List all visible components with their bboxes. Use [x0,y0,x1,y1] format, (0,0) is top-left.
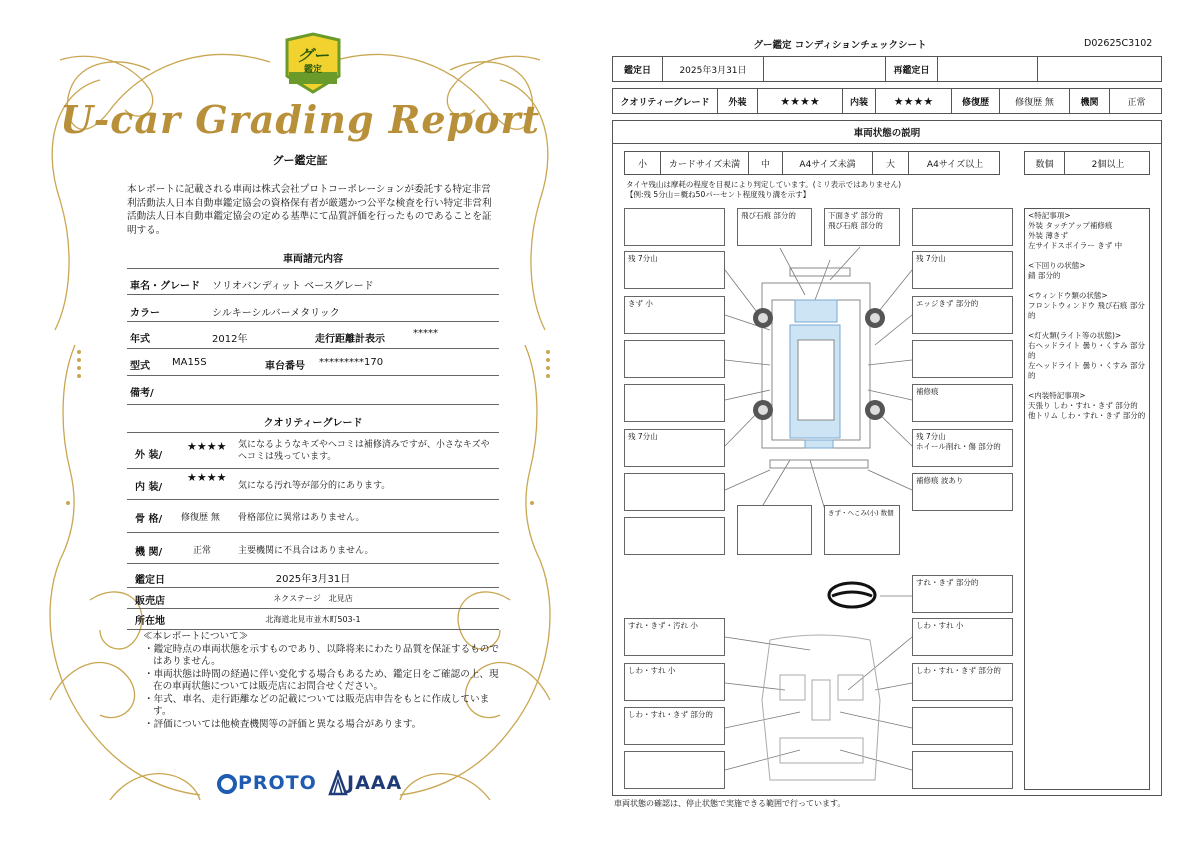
damage-box: 残 7分山 ホイール削れ・傷 部分的 [912,429,1013,467]
interior-stars: ★★★★ [187,471,227,484]
exterior-stars: ★★★★ [758,89,843,113]
row-address [127,609,499,630]
damage-box: エッジきず 部分的 [912,296,1013,334]
damage-box [624,208,725,246]
count-label: 数個 [1025,152,1065,174]
damage-box: 残 7分山 [912,251,1013,289]
remarks-list [1028,211,1150,421]
remark-heading: <ウィンドウ類の状態> [1028,291,1108,300]
count-desc: 2個以上 [1091,159,1125,170]
doc-id: D02625C3102 [1084,38,1153,49]
remark-item: 天張り しわ・すれ・きず 部分的 [1028,401,1138,410]
chassis-value: *********170 [319,357,384,368]
row-exterior [127,432,499,469]
row-color [127,295,499,322]
row-year [127,322,499,349]
remark-item: フロントウィンドウ 飛び石痕 部分的 [1028,301,1145,320]
damage-box: きず・へこみ(小) 数個 [824,505,900,555]
damage-box [912,340,1013,378]
damage-box: 飛び石痕 部分的 [737,208,812,246]
engine-value: 正常 [1127,97,1146,108]
about-item: ・評価については他検査機関等の評価と異なる場合があります。 [144,718,422,730]
damage-box [912,751,1013,789]
odometer-value: ***** [413,328,438,339]
year-value: 2012年 [212,334,248,345]
steering-wheel-icon [829,583,875,607]
notes-label: 備考/ [130,388,154,399]
size-mid: 中 [749,152,783,174]
remark-item: 錆 部分的 [1028,271,1061,280]
footer-note: 車両状態の確認は、停止状態で実施できる範囲で行っています。 [614,799,846,808]
size-large-desc: A4サイズ以上 [926,159,984,170]
date-label: 鑑定日 [135,575,165,586]
remark-heading: <灯火類(ライト等の状態)> [1028,331,1122,340]
dealer-label: 販売店 [135,596,165,607]
interior-label: 内装 [843,89,876,113]
row-dealer [127,588,499,609]
exterior-comment: 気になるようなキズやヘコミは補修済みですが、小さなキズやヘコミは残っています。 [238,440,490,462]
odometer-label: 走行距離計表示 [315,334,385,345]
badge-bottom: 鑑定 [303,65,322,75]
damage-box: しわ・すれ 小 [912,618,1013,656]
damage-box: すれ・きず 部分的 [912,575,1013,613]
damage-box [624,473,725,511]
remark-heading: <特記事項> [1028,211,1071,220]
report-title: U-car Grading Report [59,97,541,142]
color-value: シルキーシルバーメタリック [212,308,340,319]
car-interior-view [762,635,880,780]
model-label: 車名・グレード [130,281,200,292]
sheet-title: グー鑑定 コンディションチェックシート [753,40,927,51]
quality-label: クオリティーグレード [613,89,718,113]
exterior-label: 外 装/ [135,450,163,461]
address-label: 所在地 [135,616,165,627]
year-label: 年式 [130,334,150,345]
type-label: 型式 [130,361,150,372]
certification-text: 本レポートに記載される車両は株式会社プロトコーポレーションが委託する特定非営利活動法人日本自動車鑑定協会の資格保有者が厳選かつ公平な検査を行い特定非営利活動法人日本自動車鑑定協会の定める基準にて品質評価を行ったものであることを証明する。 [127,184,492,236]
condition-title: 車両状態の説明 [612,120,1162,144]
date-value: 2025年3月31日 [275,574,351,585]
exterior-stars: ★★★★ [187,440,227,453]
row-engine [127,533,499,564]
color-label: カラー [130,308,160,319]
interior-label: 内 装/ [135,482,163,493]
appraisal-date-value: 2025年3月31日 [663,57,764,81]
damage-box [624,517,725,555]
exterior-label: 外装 [718,89,758,113]
badge-top: グー [296,46,329,65]
remark-item: 他トリム しわ・すれ・きず 部分的 [1028,411,1146,420]
condition-check-sheet [600,0,1200,848]
damage-box [624,340,725,378]
proto-logo-icon [216,773,238,795]
remark-item: 左サイドスポイラー きず 中 [1028,241,1123,250]
report-subtitle: グー鑑定証 [272,154,328,167]
damage-box: しわ・すれ・きず 部分的 [912,663,1013,701]
frame-label: 骨 格/ [135,514,163,525]
remark-item: 外装 タッチアップ補修痕 [1028,221,1113,230]
row-model [127,268,499,295]
quality-title: クオリティーグレード [263,418,363,429]
damage-box: しわ・すれ 小 [624,663,725,701]
damage-box: しわ・すれ・きず 部分的 [624,707,725,745]
row-notes [127,376,499,405]
remark-item: 左ヘッドライト 曇り・くすみ 部分的 [1028,361,1146,380]
interior-comment: 気になる汚れ等が部分的にあります。 [238,481,391,491]
damage-box [624,384,725,422]
proto-logo: PROTO [238,772,317,794]
reappraisal-label: 再鑑定日 [886,57,938,81]
address-value: 北海道北見市並木町503-1 [265,615,361,624]
size-small-desc: カードサイズ未満 [661,152,749,174]
remark-item: 右ヘッドライト 曇り・くすみ 部分的 [1028,341,1146,360]
damage-box: すれ・きず・汚れ 小 [624,618,725,656]
remark-heading: <下回りの状態> [1028,261,1086,270]
damage-box: 残 7分山 [624,429,725,467]
appraisal-date-label: 鑑定日 [613,57,663,81]
repair-value: 修復歴 無 [1000,89,1070,113]
about-item: ・年式、車名、走行距離などの記載については販売店申告をもとに作成しています。 [144,693,490,717]
row-type [127,349,499,376]
about-item: ・鑑定時点の車両状態を示すものであり、以降将来にわたり品質を保証するものではありません。 [144,643,499,667]
tire-note-2: 【例:残 5分山＝概ね50パーセント程度残り溝を示す】 [626,190,811,199]
type-value: MA15S [172,357,207,368]
dealer-value: ネクステージ 北見店 [273,594,353,603]
engine-value: 正常 [193,546,212,556]
interior-stars: ★★★★ [876,89,952,113]
frame-comment: 骨格部位に異常はありません。 [238,513,365,523]
damage-box: 補修痕 [912,384,1013,422]
damage-box: 補修痕 波あり [912,473,1013,511]
engine-label: 機関 [1070,89,1110,113]
damage-box: きず 小 [624,296,725,334]
row-date [127,564,499,588]
damage-box [624,751,725,789]
damage-box [737,505,812,555]
damage-box [912,707,1013,745]
size-large: 大 [873,152,909,174]
about-notes [143,631,503,731]
damage-box: 残 7分山 [624,251,725,289]
repair-label: 修復歴 [952,89,1000,113]
jaaa-logo-icon [328,770,348,796]
remark-heading: <内装特記事項> [1028,391,1086,400]
damage-box [912,208,1013,246]
about-title: ≪本レポートについて≫ [143,631,249,642]
model-value: ソリオバンディット ベースグレード [212,281,374,292]
jaaa-logo: JAAA [347,772,403,794]
chassis-label: 車台番号 [265,361,305,372]
row-frame [127,500,499,533]
engine-label: 機 関/ [135,547,163,558]
about-item: ・車両状態は時間の経過に伴い変化する場合もあるため、鑑定日をご確認の上、現在の車両状態については販売店にお問合せください。 [144,668,499,692]
row-interior [127,469,499,500]
size-small: 小 [625,152,661,174]
tire-note-1: タイヤ残山は摩耗の程度を目視により判定しています。(ミリ表示ではありません) [626,180,902,189]
engine-comment: 主要機関に不具合はありません。 [238,546,374,556]
remark-item: 外装 薄きず [1028,231,1068,240]
frame-value: 修復歴 無 [181,513,220,523]
specs-title: 車両諸元内容 [283,254,343,265]
damage-box: 下面きず 部分的 飛び石痕 部分的 [824,208,900,246]
size-mid-desc: A4サイズ未満 [783,152,873,174]
